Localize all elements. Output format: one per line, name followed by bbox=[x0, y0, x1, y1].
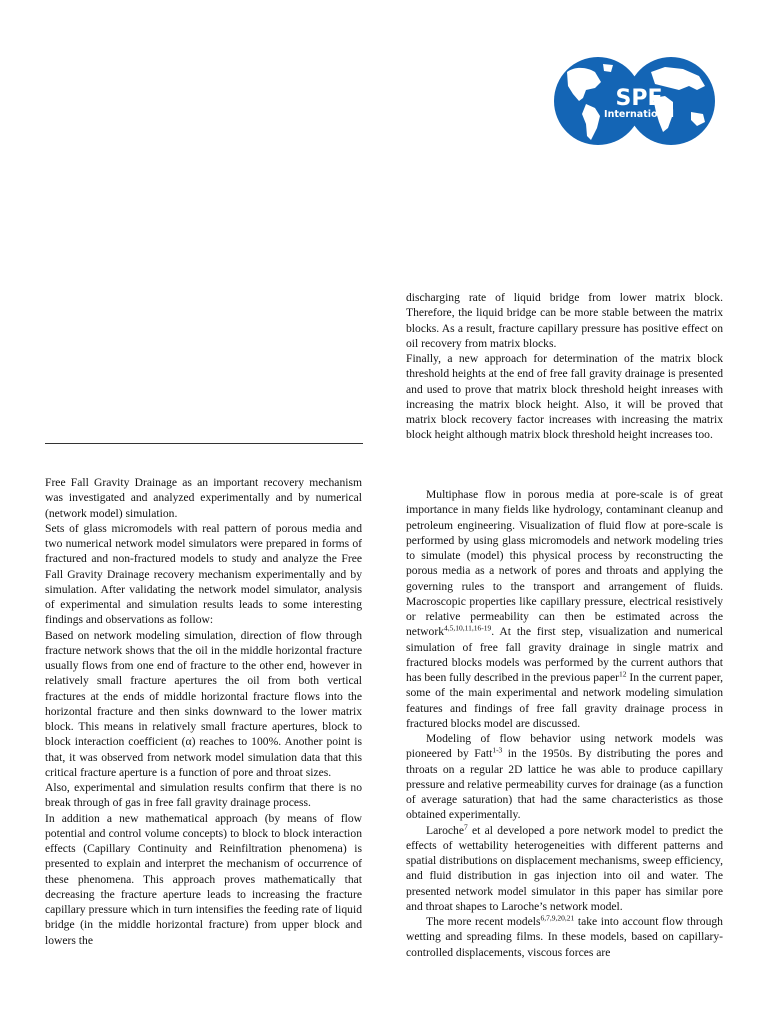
paragraph bbox=[406, 487, 723, 731]
paragraph bbox=[406, 823, 723, 915]
text-run: Multiphase flow in porous media at pore-scale is of great importance in many fields like hydrology, contaminant cleanup and petroleum engineering. Visualization of fluid flow at pore-scale is performed by using glass micromodels and network modeling tries to simulate (model) this physical process by reconstructing the porous media as a network of pores and throats and applying the governing rules to the transport and arrangement of fluids. Macroscopic properties like capillary pressure, electrical resistively or relative permeability can then be estimated across the network bbox=[406, 488, 723, 639]
spe-international-logo bbox=[553, 56, 716, 146]
text-run: The more recent models bbox=[426, 915, 541, 928]
right-column-top bbox=[406, 290, 723, 443]
paragraph bbox=[406, 731, 723, 823]
logo-spe-text: SPE bbox=[615, 86, 663, 111]
text-run: . At the first step, visualization and numerical simulation of free fall gravity drainage in single matrix and fractured blocks models was performed by the current authors that has been fully described in the previous paper bbox=[406, 625, 723, 684]
text-run: in the 1950s. By distributing the pores and throats on a regular 2D lattice he was able to produce capillary pressure and relative permeability curves for drainage (as a function of average saturation) that had the same characteristics as those obtained experimentally. bbox=[406, 747, 723, 822]
text-run: In the current paper, some of the main experimental and network modeling simulation features and findings of free fall gravity drainage process in fractured blocks model are discussed. bbox=[406, 671, 723, 730]
text-run: take into account flow through wetting and spreading films. In these models, based on capillary-controlled displacements, viscous forces are bbox=[406, 915, 723, 959]
paragraph: Based on network modeling simulation, direction of flow through fracture network shows that the oil in the middle horizontal fracture usually flows from one end of fracture to the other end, however in relatively small fracture apertures the oil from both vertical fractures at the ends of middle horizontal fracture flows into the horizontal fracture and then sinks downward to the lower matrix block. This means in relatively small fracture apertures, block to block interaction coefficient (α) reaches to 100%. Another point is that, it was observed from network model simulation data that this critical fracture aperture is a function of pore and throat sizes. bbox=[45, 628, 362, 779]
citation: 7 bbox=[463, 822, 468, 831]
citation: 12 bbox=[618, 669, 627, 679]
citation: 1-3 bbox=[492, 745, 503, 755]
text-run: et al developed a pore network model to predict the effects of wettability heterogeneities with different patterns and spatial distributions on displacement mechanisms, sweep efficiency, and fluid distribution in gas injection into oil and water. The presented network model simulator in this paper has similar pore and throat shapes to Laroche’s network model. bbox=[406, 823, 723, 913]
paragraph: Finally, a new approach for determination of the matrix block threshold heights at the end of free fall gravity drainage is presented and used to prove that matrix block threshold height inreases with increasing the matrix block height. Also, it will be proved that matrix block recovery factor increases with increasing the matrix block height although matrix block threshold height increases too. bbox=[406, 352, 723, 442]
abstract-column bbox=[45, 475, 362, 948]
section-divider bbox=[45, 443, 363, 444]
citation: 6,7,9,20,21 bbox=[540, 913, 575, 923]
citation: 4,5,10,11,16-19 bbox=[444, 623, 492, 633]
text-run: Modeling of flow behavior using network models was pioneered by Fatt bbox=[406, 732, 723, 761]
paragraph: Free Fall Gravity Drainage as an important recovery mechanism was investigated and analyzed experimentally and by numerical (network model) simulation. bbox=[45, 476, 362, 520]
introduction-column bbox=[406, 487, 723, 960]
text-run: Laroche bbox=[426, 823, 464, 837]
spe-globe-logo-icon bbox=[553, 56, 716, 146]
paragraph: In addition a new mathematical approach (by means of flow potential and control volume concepts) to block to block interaction effects (Capillary Continuity and Reinfiltration phenomena) is presented to explain and interpret the mechanism of occurrence of these phenomena. This approach proves mathematically that decreasing the fracture aperture leads to increasing the fracture capillary pressure which in turn intensifies the feeding rate of liquid bridge (in the middle horizontal fracture) from upper block and lowers the bbox=[45, 811, 362, 947]
logo-international-text: International bbox=[604, 109, 674, 120]
paragraph bbox=[406, 914, 723, 960]
paragraph: discharging rate of liquid bridge from lower matrix block. Therefore, the liquid bridge can be more stable between the matrix blocks. As a result, fracture capillary pressure has positive effect on oil recovery from matrix blocks. bbox=[406, 291, 723, 350]
paragraph: Also, experimental and simulation results confirm that there is no break through of gas in free fall gravity drainage process. bbox=[45, 781, 362, 810]
paragraph: Sets of glass micromodels with real pattern of porous media and two numerical network model simulators were prepared in forms of fractured and non-fractured models to study and analyze the Free Fall Gravity Drainage recovery mechanism experimentally and by simulation. After validating the network model simulator, analysis of experimental and simulation results leads to some interesting findings and observations as follow: bbox=[45, 521, 362, 627]
